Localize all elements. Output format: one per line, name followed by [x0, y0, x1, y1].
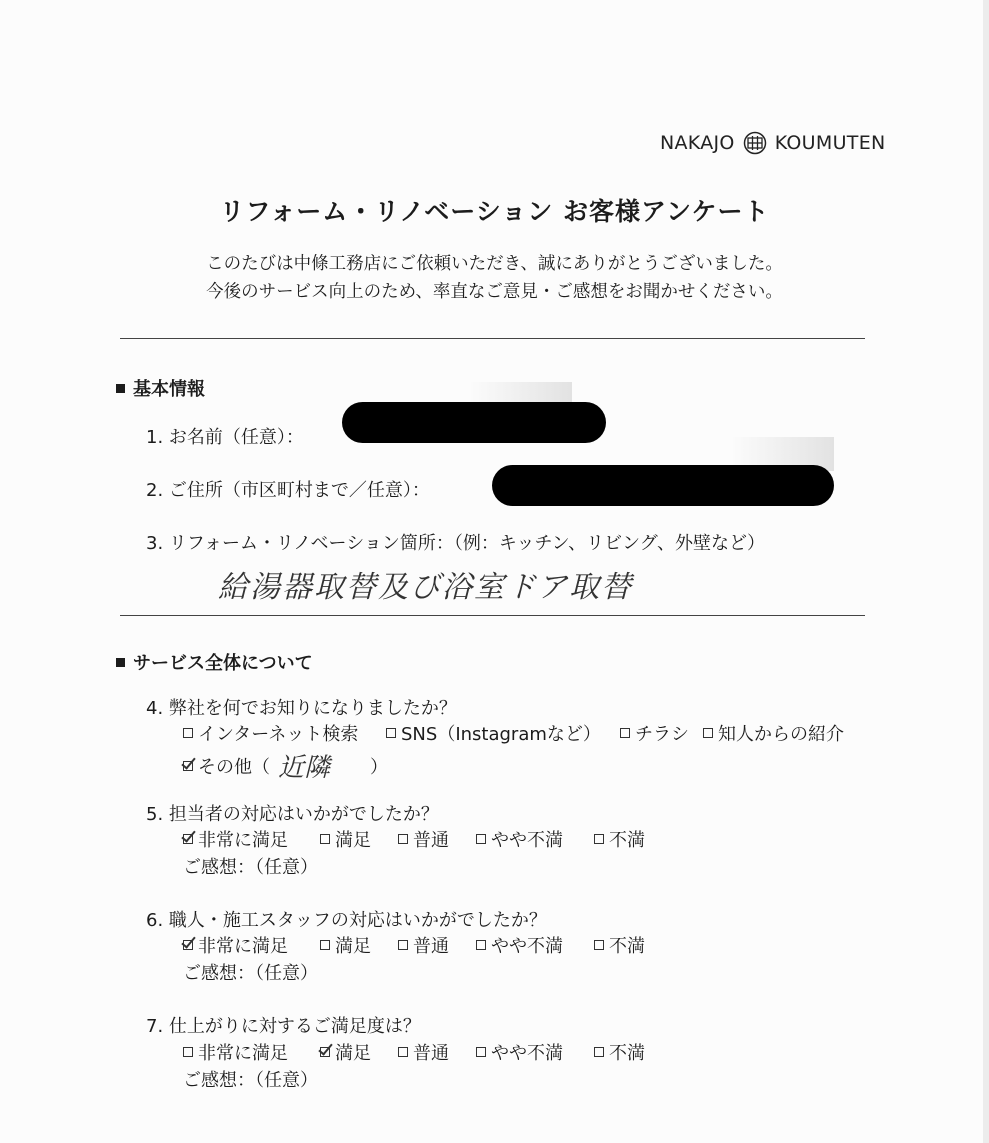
q5-rating-option[interactable] [320, 826, 371, 852]
q6-rating-option[interactable] [476, 932, 563, 958]
brand-header [660, 131, 886, 155]
q6-rating-option[interactable] [398, 932, 449, 958]
checked-checkbox-icon[interactable] [183, 834, 193, 844]
q6-rating-label: 非常に満足 [198, 936, 288, 957]
intro-line-2: 今後のサービス向上のため、率直なご意見・ご感想をお聞かせください。 [206, 282, 783, 302]
q7-rating-label: 不満 [609, 1043, 645, 1064]
checkbox-icon[interactable] [594, 940, 604, 950]
q2-label: 2. ご住所（市区町村まで／任意）： [146, 480, 430, 501]
q5-rating-label: 非常に満足 [198, 830, 288, 851]
q6-rating-option[interactable] [320, 932, 371, 958]
q7-rating-label: 非常に満足 [198, 1043, 288, 1064]
checked-checkbox-icon[interactable] [183, 940, 193, 950]
q7-rating-option[interactable] [320, 1039, 371, 1065]
q5-rating-label: 不満 [609, 830, 645, 851]
q7-rating-option[interactable] [476, 1039, 563, 1065]
q4-option-flyer[interactable]: チラシ [620, 720, 689, 746]
page-title: リフォーム・リノベーション お客様アンケート [219, 197, 770, 226]
checkbox-icon[interactable] [703, 728, 713, 738]
q5-comment-label: ご感想：（任意） [183, 857, 318, 878]
square-bullet-icon [116, 658, 125, 667]
redacted-name [342, 402, 606, 443]
checkbox-icon[interactable] [183, 1047, 193, 1057]
q7-rating-label: やや不満 [491, 1043, 563, 1064]
intro-line-1: このたびは中條工務店にご依頼いただき、誠にありがとうございました。 [206, 254, 783, 274]
q7-rating-option[interactable] [183, 1039, 288, 1065]
checkbox-icon[interactable] [386, 728, 396, 738]
q6-rating-label: 満足 [335, 936, 371, 957]
checked-checkbox-icon[interactable] [320, 1047, 330, 1057]
checkbox-icon[interactable] [476, 940, 486, 950]
q4-label: 4. 弊社を何でお知りになりましたか？ [146, 698, 457, 719]
q7-comment-label: ご感想：（任意） [183, 1070, 318, 1091]
scan-edge [983, 0, 989, 1143]
q5-rating-option[interactable] [183, 826, 288, 852]
nakajo-logo-icon [743, 131, 767, 155]
divider [120, 615, 865, 616]
q5-rating-option[interactable] [594, 826, 645, 852]
q7-rating-label: 満足 [335, 1043, 371, 1064]
q3-handwritten-answer: 給湯器取替及び浴室ドア取替 [218, 570, 634, 605]
checkbox-icon[interactable] [476, 834, 486, 844]
q6-rating-label: 不満 [609, 936, 645, 957]
q5-rating-label: やや不満 [491, 830, 563, 851]
checkbox-icon[interactable] [476, 1047, 486, 1057]
q4-other-handwritten: 近隣 [278, 753, 331, 783]
q5-rating-option[interactable] [476, 826, 563, 852]
square-bullet-icon [116, 384, 125, 393]
brand-right-text: KOUMUTEN [774, 132, 886, 154]
redacted-address [492, 465, 834, 506]
divider [120, 338, 865, 339]
section-heading-basic: 基本情報 [116, 375, 205, 401]
section-heading-service: サービス全体について [116, 649, 313, 675]
q5-rating-option[interactable] [398, 826, 449, 852]
q4-option-sns[interactable]: SNS（Instagramなど） [386, 720, 601, 746]
q4-option-internet[interactable]: インターネット検索 [183, 720, 358, 746]
q6-comment-label: ご感想：（任意） [183, 963, 318, 984]
q6-rating-option[interactable] [183, 932, 288, 958]
q6-label: 6. 職人・施工スタッフの対応はいかがでしたか？ [146, 910, 547, 931]
checkbox-icon[interactable] [398, 1047, 408, 1057]
checkbox-icon[interactable] [320, 940, 330, 950]
q6-rating-label: やや不満 [491, 936, 563, 957]
q1-label: 1. お名前（任意）： [146, 427, 304, 448]
brand-left-text: NAKAJO [660, 132, 735, 154]
checked-checkbox-icon[interactable] [183, 761, 193, 771]
q4-option-referral[interactable]: 知人からの紹介 [703, 720, 844, 746]
q6-rating-option[interactable] [594, 932, 645, 958]
q5-rating-label: 満足 [335, 830, 371, 851]
q7-label: 7. 仕上がりに対するご満足度は？ [146, 1016, 421, 1037]
checkbox-icon[interactable] [620, 728, 630, 738]
q3-label: 3. リフォーム・リノベーション箇所：（例：キッチン、リビング、外壁など） [146, 533, 766, 554]
q7-rating-option[interactable] [398, 1039, 449, 1065]
q7-rating-option[interactable] [594, 1039, 645, 1065]
q6-rating-label: 普通 [413, 936, 449, 957]
checkbox-icon[interactable] [320, 834, 330, 844]
q5-rating-label: 普通 [413, 830, 449, 851]
checkbox-icon[interactable] [183, 728, 193, 738]
checkbox-icon[interactable] [398, 940, 408, 950]
q5-label: 5. 担当者の対応はいかがでしたか？ [146, 804, 439, 825]
q4-option-other[interactable]: その他（ 近隣 ） [183, 747, 388, 784]
q7-rating-label: 普通 [413, 1043, 449, 1064]
checkbox-icon[interactable] [594, 834, 604, 844]
checkbox-icon[interactable] [398, 834, 408, 844]
checkbox-icon[interactable] [594, 1047, 604, 1057]
